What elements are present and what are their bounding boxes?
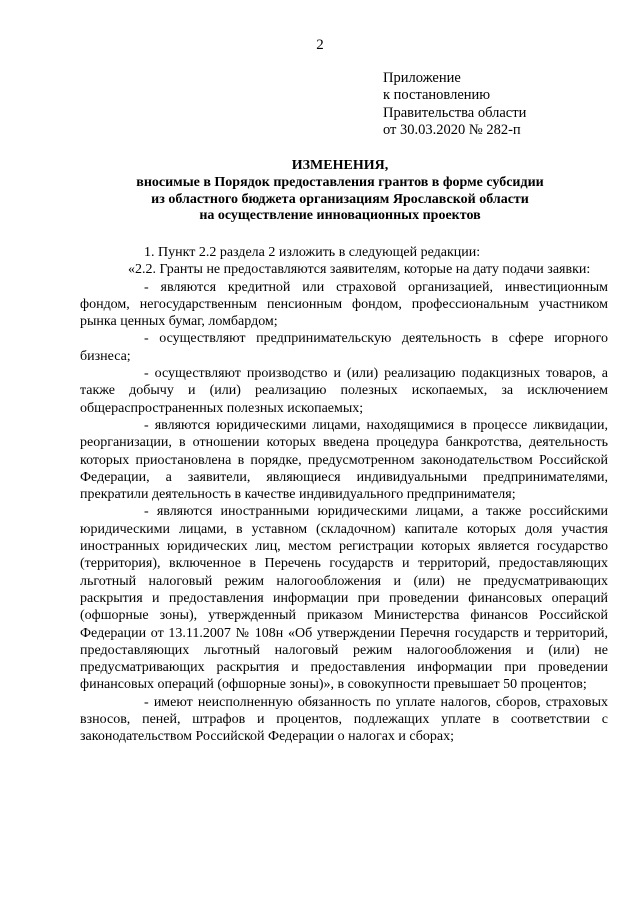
appendix-line: Правительства области <box>383 104 527 121</box>
page-number: 2 <box>316 37 324 53</box>
appendix-block <box>383 70 526 139</box>
paragraph: 1. Пункт 2.2 раздела 2 изложить в следующей редакции: <box>144 245 481 260</box>
paragraph: - являются иностранными юридическими лицами, а также российскими юридическими лицами, в уставном (складочном) капитале которых доля участия иностранных юридических лиц, местом регистрации которых является государство (территория), включенное в Перечень государств и территорий, предоставляющих льготный налоговый режим налогообложения и (или) не предусматривающих раскрытия и предоставления информации при проведении финансовых операций (офшорные зоны), утвержденный приказом Министерства финансов Российской Федерации от 13.11.2007 № 108н «Об утверждении Перечня государств и территорий, предоставляющих льготный налоговый режим налогообложения и (или) не предусматривающих раскрытия и предоставления информации при проведении финансовых операций (офшорные зоны)», в совокупности превышает 50 процентов; <box>80 504 608 693</box>
title-heading: ИЗМЕНЕНИЯ, <box>291 158 389 173</box>
title-line: вносимые в Порядок предоставления грантов в форме субсидии <box>136 174 544 190</box>
paragraph: - осуществляют предпринимательскую деятельность в сфере игорного бизнеса; <box>80 331 608 364</box>
title-line: на осуществление инновационных проектов <box>199 208 481 224</box>
document-body <box>80 244 608 746</box>
document-title <box>60 158 620 225</box>
paragraph: - осуществляют производство и (или) реализацию подакцизных товаров, а также добычу и (или) реализацию полезных ископаемых, за исключением общераспространенных полезных ископаемых; <box>80 366 608 416</box>
paragraph: «2.2. Гранты не предоставляются заявителям, которые на дату подачи заявки: <box>128 262 591 278</box>
appendix-line: к постановлению <box>383 87 491 104</box>
paragraph: - имеют неисполненную обязанность по уплате налогов, сборов, страховых взносов, пеней, штрафов и процентов, подлежащих уплате в соответствии с законодательством Российской Федерации о налогах и сборах; <box>80 694 608 745</box>
appendix-line: от 30.03.2020 № 282-п <box>383 121 521 138</box>
paragraph: - являются юридическими лицами, находящимися в процессе ликвидации, реорганизации, в отношении которых введена процедура банкротства, деятельность которых приостановлена в порядке, предусмотренном законодательством Российской Федерации, а заявители, являющиеся индивидуальными предпринимателями, прекратили деятельность в качестве индивидуального предпринимателя; <box>80 417 608 503</box>
appendix-line: Приложение <box>383 70 461 86</box>
paragraph: - являются кредитной или страховой организацией, инвестиционным фондом, негосударственным пенсионным фондом, профессиональным участником рынка ценных бумаг, ломбардом; <box>80 279 608 330</box>
title-line: из областного бюджета организациям Ярославской области <box>151 191 529 207</box>
